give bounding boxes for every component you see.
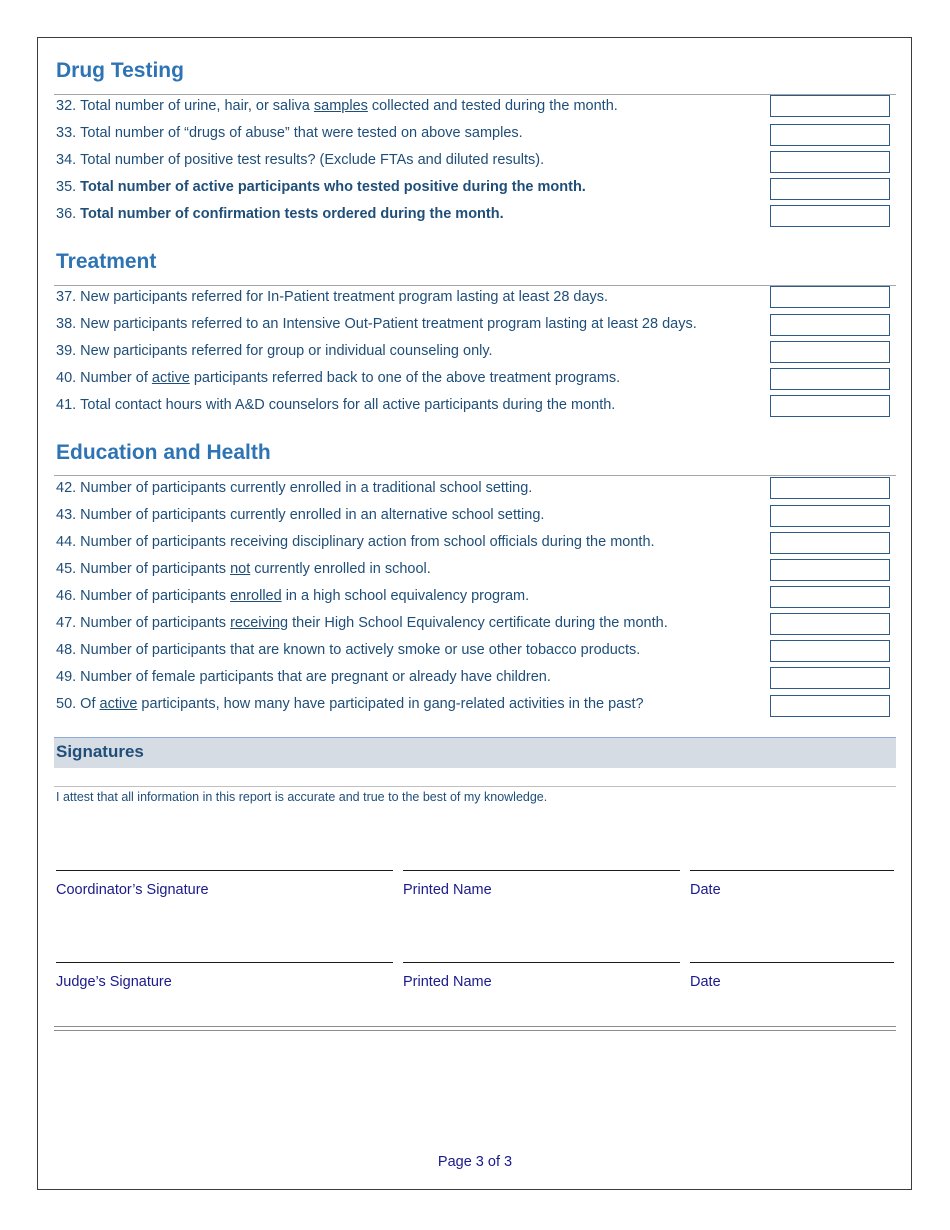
coordinator-signature-line[interactable] xyxy=(56,870,393,871)
emphasis-text: not xyxy=(230,561,251,577)
question-number: 37. xyxy=(56,289,77,305)
question-number: 36. xyxy=(56,206,77,222)
page-number: Page 3 of 3 xyxy=(437,1154,513,1170)
date-label: Date xyxy=(690,974,721,990)
question-number: 35. xyxy=(56,179,77,195)
question-text: New participants referred for In-Patient treatment program lasting at least 28 days. xyxy=(80,289,609,305)
emphasis-text: enrolled xyxy=(230,588,282,604)
question-text: collected and tested during the month. xyxy=(367,98,618,114)
question-50 xyxy=(56,695,766,713)
question-text: Number of participants xyxy=(80,615,231,631)
answer-input-39[interactable] xyxy=(770,341,890,363)
answer-input-49[interactable] xyxy=(770,667,890,689)
question-49 xyxy=(56,668,766,686)
attest-rule xyxy=(54,786,896,787)
double-rule xyxy=(54,1026,896,1031)
question-46 xyxy=(56,587,766,605)
question-34 xyxy=(56,151,766,169)
judge-printed-name-line[interactable] xyxy=(403,962,680,963)
attestation-text: I attest that all information in this report is accurate and true to the best of my knowledge. xyxy=(56,790,548,804)
question-text: Number of participants xyxy=(80,561,231,577)
section-title-drug-testing: Drug Testing xyxy=(56,59,184,82)
question-33 xyxy=(56,124,766,142)
coordinator-signature-label: Coordinator’s Signature xyxy=(56,882,209,898)
question-number: 46. xyxy=(56,588,77,604)
answer-input-45[interactable] xyxy=(770,559,890,581)
coordinator-date-line[interactable] xyxy=(690,870,894,871)
emphasis-text: active xyxy=(99,696,138,712)
answer-input-42[interactable] xyxy=(770,477,890,499)
question-48 xyxy=(56,641,766,659)
question-text: Of xyxy=(80,696,100,712)
question-number: 47. xyxy=(56,615,77,631)
question-text: Number of xyxy=(80,370,152,386)
question-number: 34. xyxy=(56,152,77,168)
answer-input-41[interactable] xyxy=(770,395,890,417)
question-number: 45. xyxy=(56,561,77,577)
question-text: Total number of urine, hair, or saliva xyxy=(80,98,314,114)
question-text: Number of female participants that are pregnant or already have children. xyxy=(80,669,551,685)
question-text: Number of participants currently enrolled in an alternative school setting. xyxy=(80,507,545,523)
question-text: Total number of “drugs of abuse” that were tested on above samples. xyxy=(80,125,523,141)
question-43 xyxy=(56,506,766,524)
question-text: Number of participants currently enrolled in a traditional school setting. xyxy=(80,480,533,496)
section-title-education-health: Education and Health xyxy=(56,441,271,464)
question-number: 40. xyxy=(56,370,77,386)
question-text: in a high school equivalency program. xyxy=(281,588,530,604)
answer-input-33[interactable] xyxy=(770,124,890,146)
question-number: 48. xyxy=(56,642,77,658)
answer-input-47[interactable] xyxy=(770,613,890,635)
question-42 xyxy=(56,479,766,497)
judge-signature-line[interactable] xyxy=(56,962,393,963)
question-text: participants referred back to one of the above treatment programs. xyxy=(189,370,621,386)
question-40 xyxy=(56,369,766,387)
question-number: 43. xyxy=(56,507,77,523)
printed-name-label: Printed Name xyxy=(403,882,492,898)
question-37 xyxy=(56,288,766,306)
answer-input-32[interactable] xyxy=(770,95,890,117)
question-45 xyxy=(56,560,766,578)
question-text: New participants referred to an Intensive Out-Patient treatment program lasting at least 28 days. xyxy=(80,316,697,332)
answer-input-36[interactable] xyxy=(770,205,890,227)
answer-input-40[interactable] xyxy=(770,368,890,390)
question-number: 33. xyxy=(56,125,77,141)
question-number: 38. xyxy=(56,316,77,332)
judge-signature-label: Judge’s Signature xyxy=(56,974,172,990)
signatures-header xyxy=(54,737,896,768)
answer-input-43[interactable] xyxy=(770,505,890,527)
answer-input-48[interactable] xyxy=(770,640,890,662)
answer-input-46[interactable] xyxy=(770,586,890,608)
emphasis-text: active xyxy=(151,370,190,386)
coordinator-printed-name-line[interactable] xyxy=(403,870,680,871)
emphasis-text: receiving xyxy=(230,615,289,631)
question-44 xyxy=(56,533,766,551)
question-41 xyxy=(56,396,766,414)
question-text: participants, how many have participated in gang-related activities in the past? xyxy=(137,696,644,712)
question-text: currently enrolled in school. xyxy=(250,561,431,577)
question-32 xyxy=(56,97,766,115)
question-number: 42. xyxy=(56,480,77,496)
question-number: 32. xyxy=(56,98,77,114)
question-number: 44. xyxy=(56,534,77,550)
emphasis-text: samples xyxy=(313,98,368,114)
answer-input-35[interactable] xyxy=(770,178,890,200)
question-text: Number of participants xyxy=(80,588,231,604)
question-36 xyxy=(56,205,766,223)
question-text: New participants referred for group or individual counseling only. xyxy=(80,343,493,359)
answer-input-44[interactable] xyxy=(770,532,890,554)
question-text: their High School Equivalency certificate during the month. xyxy=(288,615,668,631)
question-text: Number of participants that are known to actively smoke or use other tobacco products. xyxy=(80,642,641,658)
question-text: Total number of active participants who tested positive during the month. xyxy=(80,179,586,195)
question-text: Total number of positive test results? (Exclude FTAs and diluted results). xyxy=(80,152,545,168)
question-38 xyxy=(56,315,766,333)
question-text: Total contact hours with A&D counselors for all active participants during the month. xyxy=(80,397,616,413)
question-number: 50. xyxy=(56,696,77,712)
section-rule xyxy=(54,475,896,476)
question-number: 49. xyxy=(56,669,77,685)
signatures-title: Signatures xyxy=(56,742,144,761)
judge-date-line[interactable] xyxy=(690,962,894,963)
answer-input-50[interactable] xyxy=(770,695,890,717)
question-number: 41. xyxy=(56,397,77,413)
date-label: Date xyxy=(690,882,721,898)
question-number: 39. xyxy=(56,343,77,359)
printed-name-label: Printed Name xyxy=(403,974,492,990)
question-47 xyxy=(56,614,766,632)
question-39 xyxy=(56,342,766,360)
answer-input-37[interactable] xyxy=(770,286,890,308)
answer-input-34[interactable] xyxy=(770,151,890,173)
answer-input-38[interactable] xyxy=(770,314,890,336)
question-35 xyxy=(56,178,766,196)
question-text: Number of participants receiving disciplinary action from school officials during the month. xyxy=(80,534,655,550)
section-title-treatment: Treatment xyxy=(56,250,157,273)
question-text: Total number of confirmation tests ordered during the month. xyxy=(80,206,504,222)
